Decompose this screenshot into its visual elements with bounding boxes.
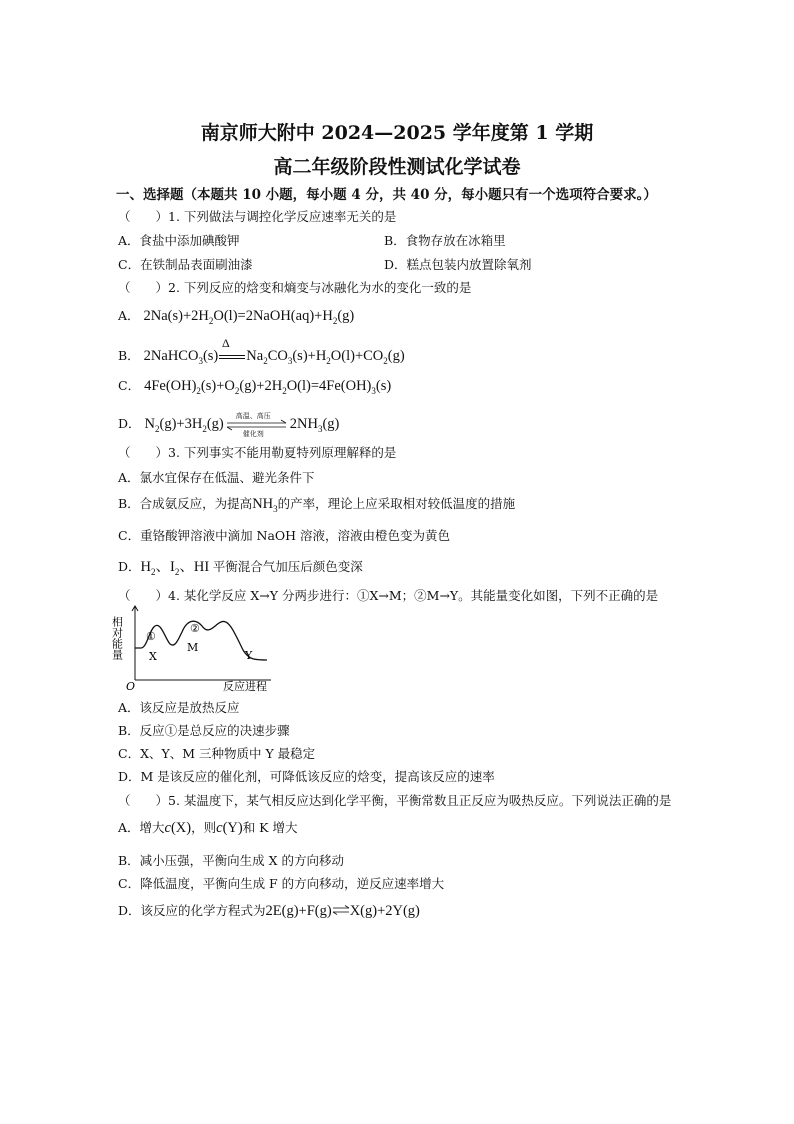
conc-x: c(X) [164,820,192,836]
condition-bottom: 催化剂 [242,429,264,438]
q2-option-d-label: D． [118,416,141,431]
heat-symbol: Δ [222,336,230,350]
m-species-label: M [187,641,199,654]
q5-option-d-pre: D．该反应的化学方程式为 [118,903,266,918]
ammonia-formula: $NH_3$ [252,496,278,514]
condition-top: 高温、高压 [235,411,271,420]
q3-option-d-label: D． [118,559,141,574]
q4-stem: （ ）4. 某化学反应 X→Y 分两步进行：①X→M；②M→Y。其能量变化如图，下列不正确的是 [118,588,659,603]
q5-option-a-pre: A．增大 [118,820,165,835]
q2-option-b-equation: 2NaHCO$_3$(s) $Na_2CO_3(s)+H_2O(l)+CO_2(g)$ [143,348,405,366]
gas-formulas: $H_2$、$I_2$、HI [140,559,213,577]
exam-title: 南京师大附中 2024—2025 学年度第 1 学期 [200,122,594,144]
reversible-arrow [226,411,288,438]
q3-option-b-pre: B．合成氨反应，为提高 [118,496,253,511]
q5-option-d [118,901,420,920]
q4-option-a: A．该反应是放热反应 [118,700,240,715]
q2-option-a-equation: $2Na(s)+2H_2O(l)=2NaOH(aq)+H_2(g)$ [143,308,355,326]
q2-option-a-label: A． [118,308,140,323]
step1-label: ① [146,630,156,643]
q1-option-d: D．糕点包装内放置除氧剂 [384,257,532,272]
section-heading: 一、选择题（本题共 10 小题，每小题 4 分，共 40 分，每小题只有一个选项符合要求。） [116,187,657,203]
y-species-label: Y [245,649,253,662]
x-species-label: X [149,650,157,663]
q4-option-c: C．X、Y、M 三种物质中 Y 最稳定 [118,746,316,761]
q3-option-a: A．氯水宜保存在低温、避光条件下 [118,470,315,485]
q1-option-a: A．食盐中添加碘酸钾 [118,233,240,248]
q2-option-c-equation: $4Fe(OH)_2(s)+O_2(g)+2H_2O(l)=4Fe(OH)_3(s)$ [144,378,392,396]
y-axis-label: 相对能量 [110,616,124,660]
q5-option-b: B．减小压强，平衡向生成 X 的方向移动 [118,853,345,868]
energy-diagram [110,604,275,694]
q3-stem: （ ）3. 下列事实不能用勒夏特列原理解释的是 [118,445,397,460]
q2-option-c [118,376,391,396]
q3-option-c: C．重铬酸钾溶液中滴加 NaOH 溶液，溶液由橙色变为黄色 [118,528,451,543]
q1-stem: （ ）1. 下列做法与调控化学反应速率无关的是 [118,209,397,224]
q5-equation: 2E(g)+F(g) X(g)+2Y(g) [265,903,420,919]
q3-option-d-post: 平衡混合气加压后颜色变深 [212,559,363,574]
origin-label: O [126,680,136,693]
q1-option-b: B．食物存放在冰箱里 [384,233,506,248]
exam-subtitle: 高二年级阶段性测试化学试卷 [273,156,521,178]
x-axis-label: 反应进程 [223,680,267,693]
q5-option-a [118,818,298,837]
q5-option-c: C．降低温度，平衡向生成 F 的方向移动，逆反应速率增大 [118,876,445,891]
q2-option-a [118,306,354,326]
q1-option-c: C．在铁制品表面刷油漆 [118,257,253,272]
q4-option-b: B．反应①是总反应的决速步骤 [118,723,290,738]
q5-option-a-post: 和 K 增大 [242,820,298,835]
conc-y: c(Y) [216,820,243,836]
q4-option-d: D．M 是该反应的催化剂，可降低该反应的焓变，提高该反应的速率 [118,769,495,784]
q2-stem: （ ）2. 下列反应的焓变和熵变与冰融化为水的变化一致的是 [118,280,472,295]
equilibrium-small-icon [332,905,350,915]
q5-option-a-mid: ，则 [191,820,217,835]
q3-option-b-post: 的产率，理论上应采取相对较低温度的措施 [277,496,516,511]
q5-stem: （ ）5. 某温度下，某气相反应达到化学平衡，平衡常数且正反应为吸热反应。下列说法正确的是 [118,793,672,808]
q2-option-d [118,411,340,438]
q2-option-d-equation: $N_2(g)+3H_2(g)$ 高温、高压 催化剂 $2NH_3(g)$ [144,411,340,438]
q2-option-b-label: B． [118,348,140,363]
q2-option-c-label: C． [118,378,141,393]
q3-option-d [118,555,363,577]
q3-option-b [118,494,515,514]
step2-label: ② [190,622,200,635]
q2-option-b [118,346,405,366]
energy-profile-graph [110,604,275,694]
